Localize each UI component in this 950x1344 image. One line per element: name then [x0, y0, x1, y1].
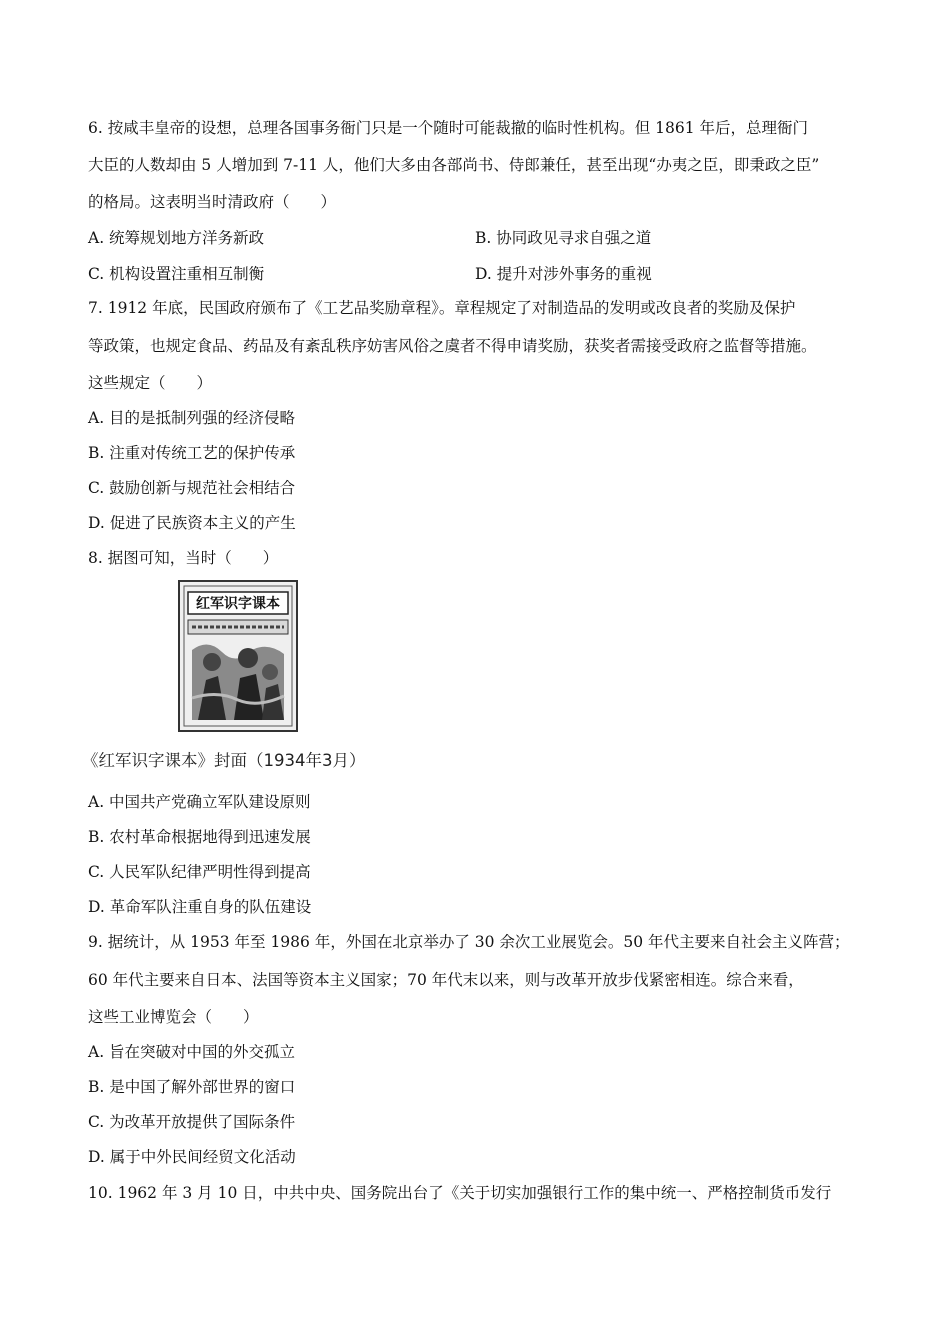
q9-stem-line-3: 这些工业博览会（ ） — [88, 1008, 259, 1026]
q7-stem-line-2: 等政策，也规定食品、药品及有紊乱秩序妨害风俗之虞者不得申请奖励，获奖者需接受政府之监督等措施。 — [88, 337, 817, 355]
textbook-cover-image — [178, 580, 298, 732]
q6-option-a: A. 统筹规划地方洋务新政 — [88, 229, 265, 247]
figure-caption: 《红军识字课本》封面（1934年3月） — [82, 751, 366, 770]
q7-stem-line-1: 7. 1912 年底，民国政府颁布了《工艺品奖励章程》。章程规定了对制造品的发明或改良者的奖励及保护 — [88, 299, 796, 317]
q9-stem-line-2: 60 年代主要来自日本、法国等资本主义国家；70 年代末以来，则与改革开放步伐紧密相连。综合来看， — [88, 971, 804, 989]
cover-title: 红军识字课本 — [196, 596, 280, 612]
q7-option-c: C. 鼓励创新与规范社会相结合 — [88, 479, 296, 497]
q8-option-c: C. 人民军队纪律严明性得到提高 — [88, 863, 311, 881]
q10-stem-line-1: 10. 1962 年 3 月 10 日，中共中央、国务院出台了《关于切实加强银行工作的集中统一、严格控制货币发行 — [88, 1184, 832, 1202]
q6-stem-line-3: 的格局。这表明当时清政府（ ） — [88, 193, 337, 211]
q7-stem-line-3: 这些规定（ ） — [88, 374, 213, 392]
q6-stem-line-2: 大臣的人数却由 5 人增加到 7-11 人，他们大多由各部尚书、侍郎兼任，甚至出现“办夷之臣，即秉政之臣” — [88, 156, 820, 174]
q8-option-b: B. 农村革命根据地得到迅速发展 — [88, 828, 311, 846]
q8-stem: 8. 据图可知，当时（ ） — [88, 549, 279, 567]
q7-option-b: B. 注重对传统工艺的保护传承 — [88, 444, 296, 462]
q7-option-d: D. 促进了民族资本主义的产生 — [88, 514, 296, 532]
q6-stem-line-1: 6. 按咸丰皇帝的设想，总理各国事务衙门只是一个随时可能裁撤的临时性机构。但 1861 年后，总理衙门 — [88, 119, 809, 137]
q6-option-d: D. 提升对涉外事务的重视 — [475, 265, 652, 283]
q8-option-d: D. 革命军队注重自身的队伍建设 — [88, 898, 312, 916]
q9-option-b: B. 是中国了解外部世界的窗口 — [88, 1078, 296, 1096]
q9-option-c: C. 为改革开放提供了国际条件 — [88, 1113, 296, 1131]
q6-option-c: C. 机构设置注重相互制衡 — [88, 265, 265, 283]
q7-option-a: A. 目的是抵制列强的经济侵略 — [88, 409, 296, 427]
q9-stem-line-1: 9. 据统计，从 1953 年至 1986 年，外国在北京举办了 30 余次工业展览会。50 年代主要来自社会主义阵营； — [88, 933, 850, 951]
q9-option-a: A. 旨在突破对中国的外交孤立 — [88, 1043, 296, 1061]
q9-option-d: D. 属于中外民间经贸文化活动 — [88, 1148, 296, 1166]
q8-option-a: A. 中国共产党确立军队建设原则 — [88, 793, 311, 811]
q6-option-b: B. 协同政见寻求自强之道 — [475, 229, 652, 247]
